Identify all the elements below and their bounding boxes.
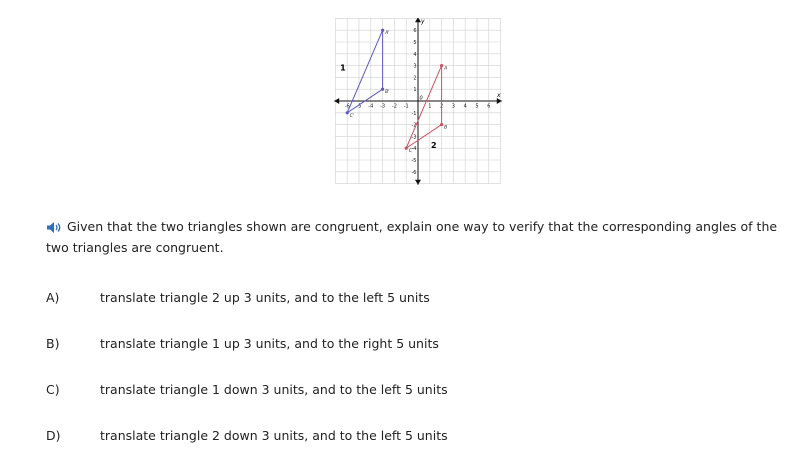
choice-text: translate triangle 1 down 3 units, and to the left 5 units [100, 382, 448, 397]
triangle-2-vertex-label: B [444, 125, 448, 131]
x-tick-label: -1 [403, 103, 409, 110]
choice-text: translate triangle 1 up 3 units, and to the right 5 units [100, 336, 439, 351]
x-axis-label: x [497, 92, 501, 99]
x-tick-label: 1 [428, 103, 432, 110]
y-tick-label: -4 [411, 146, 417, 153]
x-axis-arrow-left [334, 98, 339, 104]
triangle-2-vertex [440, 123, 443, 126]
x-tick-label: 3 [451, 103, 455, 110]
triangle-1-vertex [381, 29, 384, 32]
x-tick-label: -6 [344, 103, 350, 110]
y-tick-label: 6 [413, 28, 417, 35]
x-tick-label: -2 [391, 103, 397, 110]
triangle-1-vertex [381, 88, 384, 91]
y-tick-label: -3 [411, 134, 417, 141]
x-tick-label: 2 [440, 103, 444, 110]
coordinate-graph [330, 18, 510, 188]
origin-label: 0 [419, 95, 423, 102]
triangle-1-vertex-label: A' [385, 31, 390, 37]
choice-letter: A) [46, 290, 60, 305]
y-tick-label: 2 [413, 75, 417, 82]
y-tick-label: 4 [413, 51, 417, 58]
y-tick-label: -2 [411, 122, 417, 129]
x-tick-label: -4 [368, 103, 374, 110]
x-tick-label: -3 [380, 103, 386, 110]
question-text-block [46, 218, 791, 257]
y-tick-label: 3 [413, 63, 417, 70]
y-axis-label: y [421, 18, 425, 26]
question-text: Given that the two triangles shown are congruent, explain one way to verify that the corresponding angles of the two triangles are congruent. [46, 219, 778, 255]
triangle-1-vertex [346, 111, 349, 114]
x-tick-label: 4 [463, 103, 467, 110]
x-tick-label: 5 [475, 103, 479, 110]
x-tick-label: -5 [356, 103, 362, 110]
choice-letter: B) [46, 336, 60, 351]
speaker-icon[interactable] [46, 221, 63, 239]
y-tick-label: 5 [413, 40, 417, 46]
y-axis-arrow-down [415, 180, 421, 185]
y-tick-label: -1 [411, 110, 417, 117]
y-tick-label: -5 [411, 158, 417, 164]
choice-letter: D) [46, 428, 61, 443]
triangles [346, 29, 448, 155]
triangle-1-label: 1 [340, 63, 346, 73]
y-tick-label: 1 [413, 87, 417, 94]
triangle-2-vertex-label: C [408, 149, 412, 155]
x-tick-label: 6 [487, 103, 491, 110]
triangle-1-vertex-label: B' [385, 90, 390, 96]
triangle-1-shape [344, 30, 382, 113]
triangle-2-label: 2 [430, 141, 437, 151]
choice-b[interactable] [46, 335, 439, 353]
choice-letter: C) [46, 382, 60, 397]
triangle-1-vertex-label: C' [349, 113, 355, 119]
triangle-2-vertex-label: A [444, 66, 448, 72]
choice-d[interactable] [46, 427, 448, 445]
choice-text: translate triangle 2 up 3 units, and to the left 5 units [100, 290, 430, 305]
triangle-2-vertex [440, 64, 443, 67]
triangle-2-shape [403, 63, 444, 149]
choice-a[interactable] [46, 289, 430, 307]
y-tick-label: -6 [411, 169, 417, 176]
choice-c[interactable] [46, 381, 448, 399]
triangle-2-vertex [405, 147, 408, 150]
choice-text: translate triangle 2 down 3 units, and to the left 5 units [100, 428, 448, 443]
